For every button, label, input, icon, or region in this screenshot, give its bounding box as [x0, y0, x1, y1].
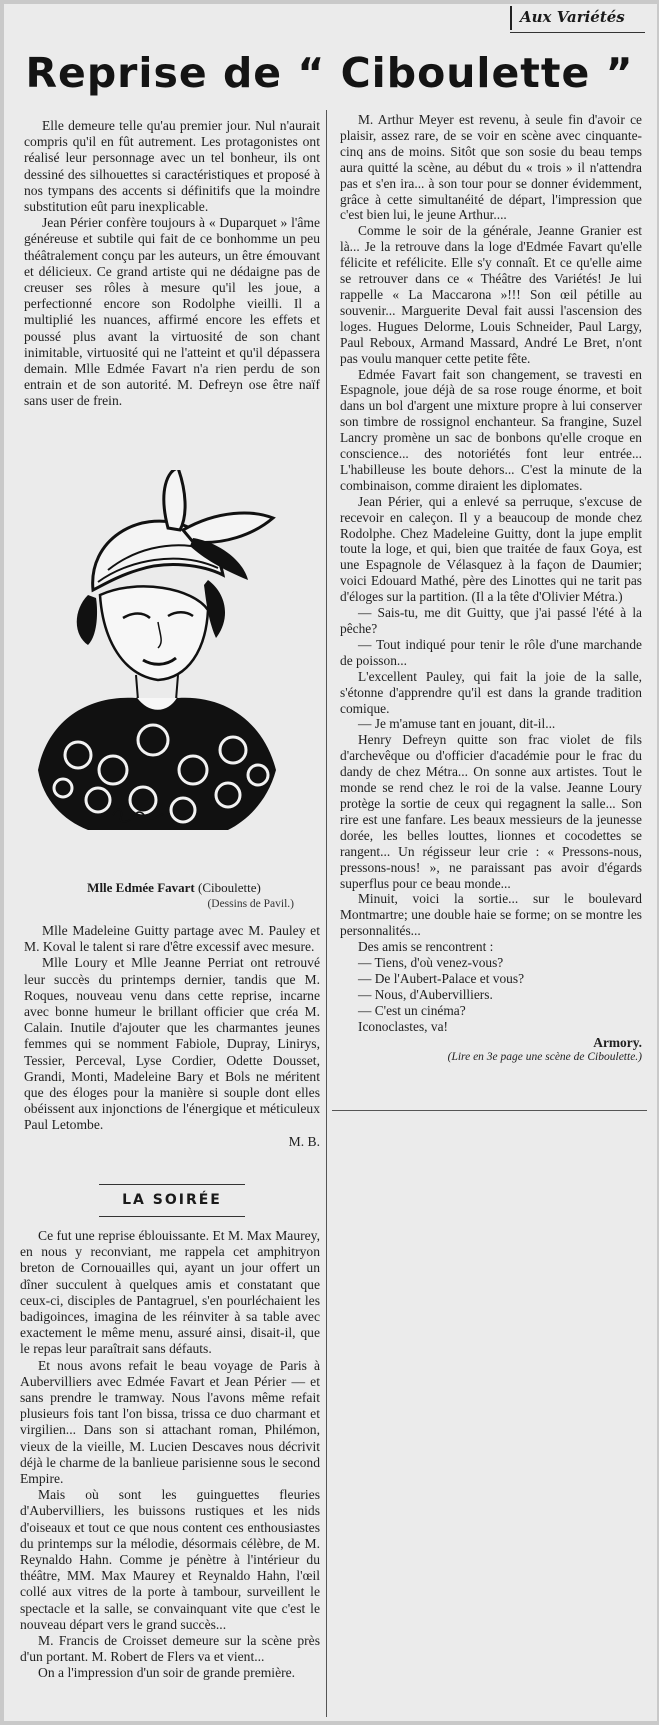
paragraph: Elle demeure telle qu'au premier jour. Nul n'aurait compris qu'il en fût autrement. Les protagonistes ont réalisé leur personnage avec un tel bonheur, ils ont dessiné des silhouettes si caractéristiques et proposé à nos tympans des accents si définitifs que la moindre substitution eût paru inexplicable.	[24, 118, 320, 215]
paragraph: — Tout indiqué pour tenir le rôle d'une marchande de poisson...	[340, 636, 642, 668]
illustration-caption	[24, 880, 324, 896]
paragraph: On a l'impression d'un soir de grande première.	[38, 1665, 296, 1681]
paragraph: Jean Périer confère toujours à « Duparquet » l'âme généreuse et subtile qui fait de ce bonhomme un peu théâtralement conçu par les auteurs, un être émouvant et délicieux. Ce grand artiste qui ne dédaigne pas de creuser ses rôles à mesure qu'il les joue, a perfectionné encore son Rodolphe vieilli. Il a multiplié les nuances, affirmé encore les effets et poussé plus avant la virtuosité de son chant inimitable, virtuosité qui ne l'atteint et qu'il dépassera demain. Mlle Edmée Favart n'a rien perdu de son entrain et de son autorité. M. Defreyn ose être naïf sans user de frein.	[24, 215, 320, 409]
paragraph: Mlle Madeleine Guitty partage avec M. Pauley et M. Koval le talent si rare d'être excessif avec mesure.	[24, 923, 320, 955]
right-column	[340, 112, 642, 1066]
paragraph: Et nous avons refait le beau voyage de Paris à Aubervilliers avec Edmée Favart et Jean Périer — et sans prendre le tramway. Nous l'avons même refait plusieurs fois tant l'on bissa, trissa ce duo charmant et virgilien... Dans son si attachant roman, Philémon, vieux de la vieille, M. Lucien Descaves nous décrivit déjà le charme de la banlieue parisienne sous le second Empire.	[20, 1357, 320, 1487]
page-reference-note: (Lire en 3e page une scène de Ciboulette.)	[447, 1051, 642, 1064]
paragraph: Des amis se rencontrent :	[358, 939, 494, 955]
paragraph: Henry Defreyn quitte son frac violet de fils d'archevêque ou d'officier d'académie pour le frac du dandy de chez Métra... On sonne aux artistes. Tout le monde se rend chez le roi de la valse. Jeanne Loury protège la sortie de ceux qui regagnent la salle... Son rire est une fanfare. Les beaux messieurs de la jeunesse dorée, les belles louttes, lionnes et cocodettes se rangent... Un régisseur leur crie : « Pressons-nous, pressons-nous! », ne paraissant pas avoir d'égards superflus pour ce beau monde...	[340, 732, 642, 891]
paragraph: — Je m'amuse tant en jouant, dit-il...	[358, 716, 556, 732]
left-column-bottom	[20, 1228, 320, 1682]
paragraph: — Tiens, d'où venez-vous?	[358, 955, 504, 971]
paragraph: M. Arthur Meyer est revenu, à seule fin d'avoir ce plaisir, assez rare, de se voir en scène avec cinquante-cinq ans de moins. Sitôt que son sosie du beau temps aura quitté la scène, au début du « trois » il n'attendra pas et s'en ira... à son tour pour se donner évidemment, grâce à cette simultanéité de départ, l'impression que c'est bien lui, le jeune Arthur....	[340, 112, 642, 223]
left-column-middle	[24, 923, 320, 1150]
paragraph: M. Francis de Croisset demeure sur la scène près d'un portant. M. Robert de Flers va et vient...	[20, 1633, 320, 1665]
paragraph: Mais où sont les guinguettes fleuries d'Aubervilliers, les buissons rustiques et les nids d'oiseaux et tout ce que nous content ces enthousiastes du printemps sur la mélodie, désormais célèbre, de M. Reynaldo Hahn. Comme je pénètre à l'intérieur du théâtre, MM. Max Maurey et Reynaldo Hahn, l'œil collé aux vitres de la porte à tambour, surveillent le spectacle et la salle, se convainquant vite que c'est le nouveau départ vers le grand succès...	[20, 1487, 320, 1632]
paragraph: Minuit, voici la sortie... sur le boulevard Montmartre; une double haie se forme; on se montre les personnalités...	[340, 891, 642, 939]
paragraph: Iconoclastes, va!	[358, 1018, 448, 1034]
left-column-top	[24, 118, 320, 410]
paragraph: Mlle Loury et Mlle Jeanne Perriat ont retrouvé leur succès du printemps dernier, tandis que M. Roques, nouveau venu dans cette reprise, incarne avec bonne humeur le brillant officier que créa M. Calain. Inutile d'ajouter que les charmantes jeunes femmes qui se nomment Fabiole, Dupray, Linirys, Tessier, Perceval, Lyse Cordier, Odette Dousset, Grandi, Monti, Madeleine Bary et Bols ne méritent que des éloges pour la manière si souple dont elles obéissent aux injonctions de l'énergique et méticuleux Paul Letombe.	[24, 955, 320, 1133]
paragraph: L'excellent Pauley, qui fait la joie de la salle, s'étonne d'apprendre qu'il est dans la grande tradition comique.	[340, 668, 642, 716]
ornament-rule-top	[99, 1184, 245, 1185]
column-end-rule	[332, 1110, 647, 1111]
paragraph: — C'est un cinéma?	[358, 1002, 466, 1018]
soiree-heading	[24, 1184, 320, 1220]
caption-name: Mlle Edmée Favart	[87, 880, 195, 895]
soiree-title: LA SOIRÉE	[122, 1192, 222, 1208]
section-signature: M. B.	[288, 1133, 320, 1149]
author-signature: Armory.	[593, 1034, 642, 1050]
caption-credit: (Dessins de Pavil.)	[207, 898, 294, 910]
rubric-underline	[510, 32, 645, 33]
paragraph: — Nous, d'Aubervilliers.	[358, 986, 493, 1002]
section-rubric: Aux Variétés	[510, 6, 655, 30]
paragraph: Comme le soir de la générale, Jeanne Granier est là... Je la retrouve dans la loge d'Edmée Favart qu'elle félicite et refélicite. Elle s'y connaît. Et ce qu'elle aime se retrouver dans ce « Théâtre des Variétés! Je lui rappelle « La Maccarona »!!! Son œil pétille au souvenir... Marguerite Deval fait aussi l'ascension des loges. Hugues Delorme, Louis Schneider, Paul Largy, Paul Reboux, Armand Massard, André Le Bret, n'ont pas voulu manquer cette petite fête.	[340, 223, 642, 366]
paragraph: — De l'Aubert-Palace et vous?	[358, 970, 525, 986]
paragraph: Jean Périer, qui a enlevé sa perruque, s'excuse de recevoir en caleçon. Il y a beaucoup de monde chez Rodolphe. Chez Madeleine Guitty, dont la jupe emplit toute la loge, et qui, bien que traitée de faux Goya, est une Espagnole de Vélasquez à la façon de Daumier; voici Edouard Mathé, père des Linottes qui ne tarit pas d'éloges sur la partition. (Il a la tête d'Olivier Métra.)	[340, 493, 642, 605]
ornament-rule-bottom	[99, 1216, 245, 1217]
favart-portrait-illustration	[18, 470, 310, 835]
article-headline: Reprise de “ Ciboulette ”	[25, 49, 634, 97]
paragraph: Ce fut une reprise éblouissante. Et M. Max Maurey, en nous y reconviant, me rappela cet amphitryon breton de Cornouailles qui, ayant un jour offert un dîner succulent à quelques amis et constatant que ceux-ci, disciples de Pantagruel, s'en pourléchaient les badigoinces, imagina de les réinviter à sa table avec exactement le même menu, assuré ainsi, disait-il, que le repas leur paraîtrait sans défauts.	[20, 1228, 320, 1357]
column-divider	[326, 110, 327, 1717]
caption-role: (Ciboulette)	[198, 880, 261, 895]
paragraph: Edmée Favart fait son changement, se travesti en Espagnole, joue déjà de sa rose rouge énorme, et boit dans un bol d'argent une mixture propre à lui conserver son timbre de rossignol enchanteur. Sa frangine, Suzel Lancry promène un sac de bonbons qu'elle croque en conscience... des notoriétés font leur entrée... L'habilleuse les boute dehors... C'est la minute de la combinaison, comme diraient les diplomates.	[340, 366, 642, 493]
paragraph: — Sais-tu, me dit Guitty, que j'ai passé l'été à la pêche?	[340, 605, 642, 636]
